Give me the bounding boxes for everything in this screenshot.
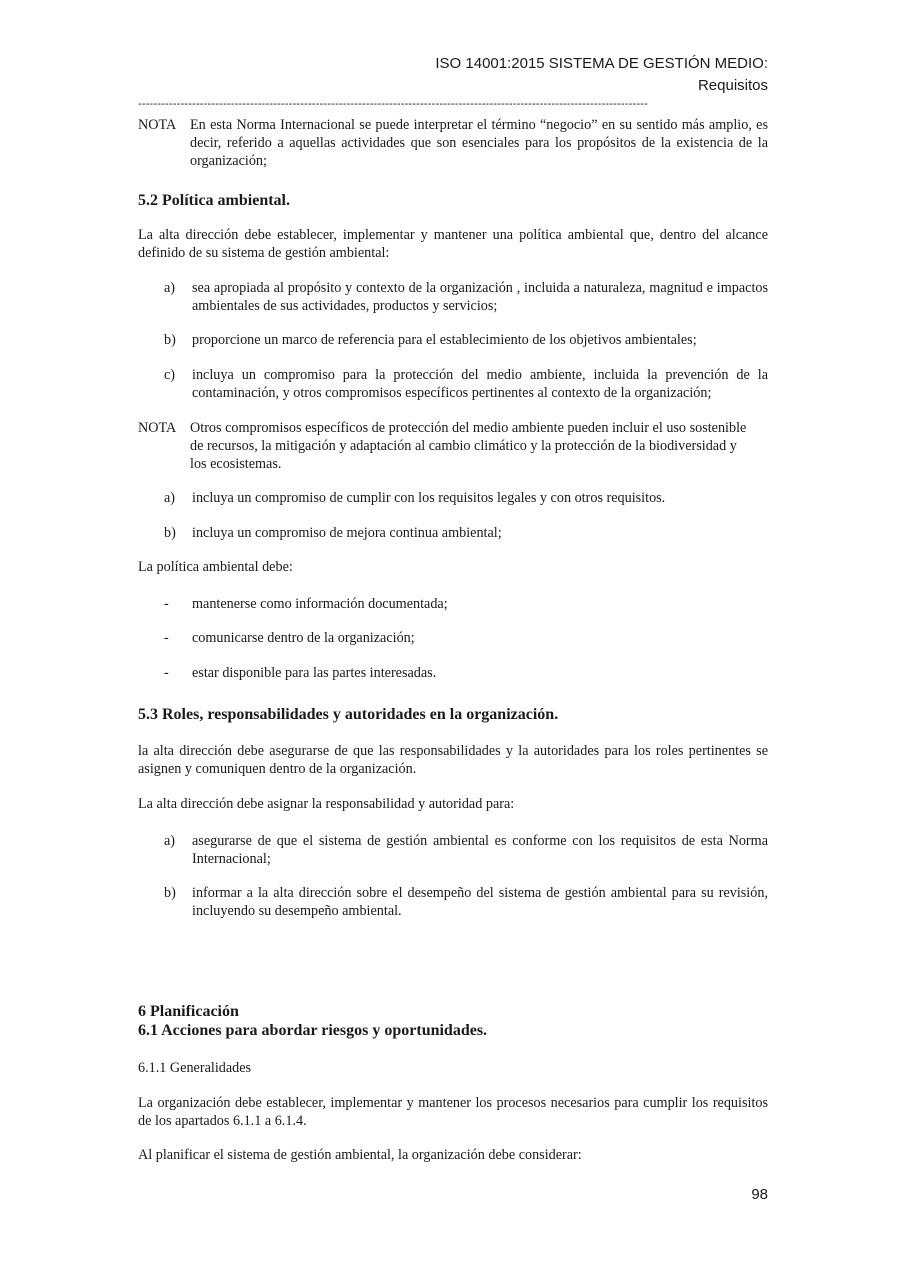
list-item-text: sea apropiada al propósito y contexto de la organización , incluida a naturaleza, magnitud e impactos ambientales de sus actividades, productos y servicios;	[192, 280, 768, 314]
bullet-marker: -	[164, 630, 169, 646]
section-heading-6-1: 6.1 Acciones para abordar riesgos y oportunidades.	[138, 1022, 488, 1039]
section-5-3-para1: la alta dirección debe asegurarse de que las responsabilidades y la autoridades para los roles pertinentes se asignen y comuniquen dentro de la organización.	[138, 743, 768, 777]
page-number: 98	[751, 1186, 768, 1203]
list-item-text: informar a la alta dirección sobre el desempeño del sistema de gestión ambiental para su revisión, incluyendo su desempeño ambiental.	[192, 885, 768, 919]
section-5-2-intro: La alta dirección debe establecer, implementar y mantener una política ambiental que, dentro del alcance definido de su sistema de gestión ambiental:	[138, 227, 768, 261]
running-header	[435, 53, 768, 97]
list-item-text: incluya un compromiso para la protección del medio ambiente, incluida la prevención de la contaminación, y otros compromisos específicos pertinentes al contexto de la organización;	[192, 367, 768, 401]
section-6-1-1: 6.1.1 Generalidades	[138, 1060, 252, 1076]
bullet-marker: -	[164, 665, 169, 681]
note-label: NOTA	[138, 117, 177, 133]
bullet-text: estar disponible para las partes interesadas.	[192, 665, 437, 681]
section-heading-6: 6 Planificación	[138, 1003, 239, 1020]
section-6-para1: La organización debe establecer, implementar y mantener los procesos necesarios para cumplir los requisitos de los apartados 6.1.1 a 6.1.4.	[138, 1095, 768, 1129]
bullet-text: comunicarse dentro de la organización;	[192, 630, 415, 646]
list-item-marker: b)	[164, 885, 176, 901]
header-subtitle: Requisitos	[697, 77, 768, 94]
section-5-3-para2: La alta dirección debe asignar la responsabilidad y autoridad para:	[138, 796, 515, 812]
list-item-marker: a)	[164, 833, 176, 849]
note-text: Otros compromisos específicos de protección del medio ambiente pueden incluir el uso sostenible de recursos, la mitigación y adaptación al cambio climático y la protección de la biodiversidad y los ecosistemas.	[190, 420, 747, 472]
list-item-marker: a)	[164, 280, 176, 296]
list-item-text: incluya un compromiso de cumplir con los requisitos legales y con otros requisitos.	[192, 490, 666, 506]
list-item-marker: a)	[164, 490, 176, 506]
section-heading-5-2: 5.2 Política ambiental.	[138, 192, 290, 209]
section-6-para2: Al planificar el sistema de gestión ambiental, la organización debe considerar:	[138, 1147, 582, 1163]
bullet-marker: -	[164, 596, 169, 612]
list-item-marker: b)	[164, 525, 176, 541]
list-item-marker: b)	[164, 332, 176, 348]
note-text: En esta Norma Internacional se puede interpretar el término “negocio” en su sentido más amplio, es decir, referido a aquellas actividades que son esenciales para los propósitos de la existencia de la organización;	[190, 117, 768, 169]
header-title: ISO 14001:2015 SISTEMA DE GESTIÓN MEDIO:	[435, 55, 768, 72]
list-item-text: asegurarse de que el sistema de gestión ambiental es conforme con los requisitos de esta Norma Internacional;	[192, 833, 768, 867]
section-heading-5-3: 5.3 Roles, responsabilidades y autoridades en la organización.	[138, 706, 559, 723]
note-label: NOTA	[138, 420, 177, 436]
list-item-marker: c)	[164, 367, 176, 383]
list-item-text: proporcione un marco de referencia para el establecimiento de los objetivos ambientales;	[192, 332, 697, 348]
policy-intro: La política ambiental debe:	[138, 559, 293, 575]
bullet-text: mantenerse como información documentada;	[192, 596, 448, 612]
header-divider: ------------------------------------------------------------------------------------------------------------------------------------	[138, 98, 648, 110]
list-item-text: incluya un compromiso de mejora continua ambiental;	[192, 525, 502, 541]
